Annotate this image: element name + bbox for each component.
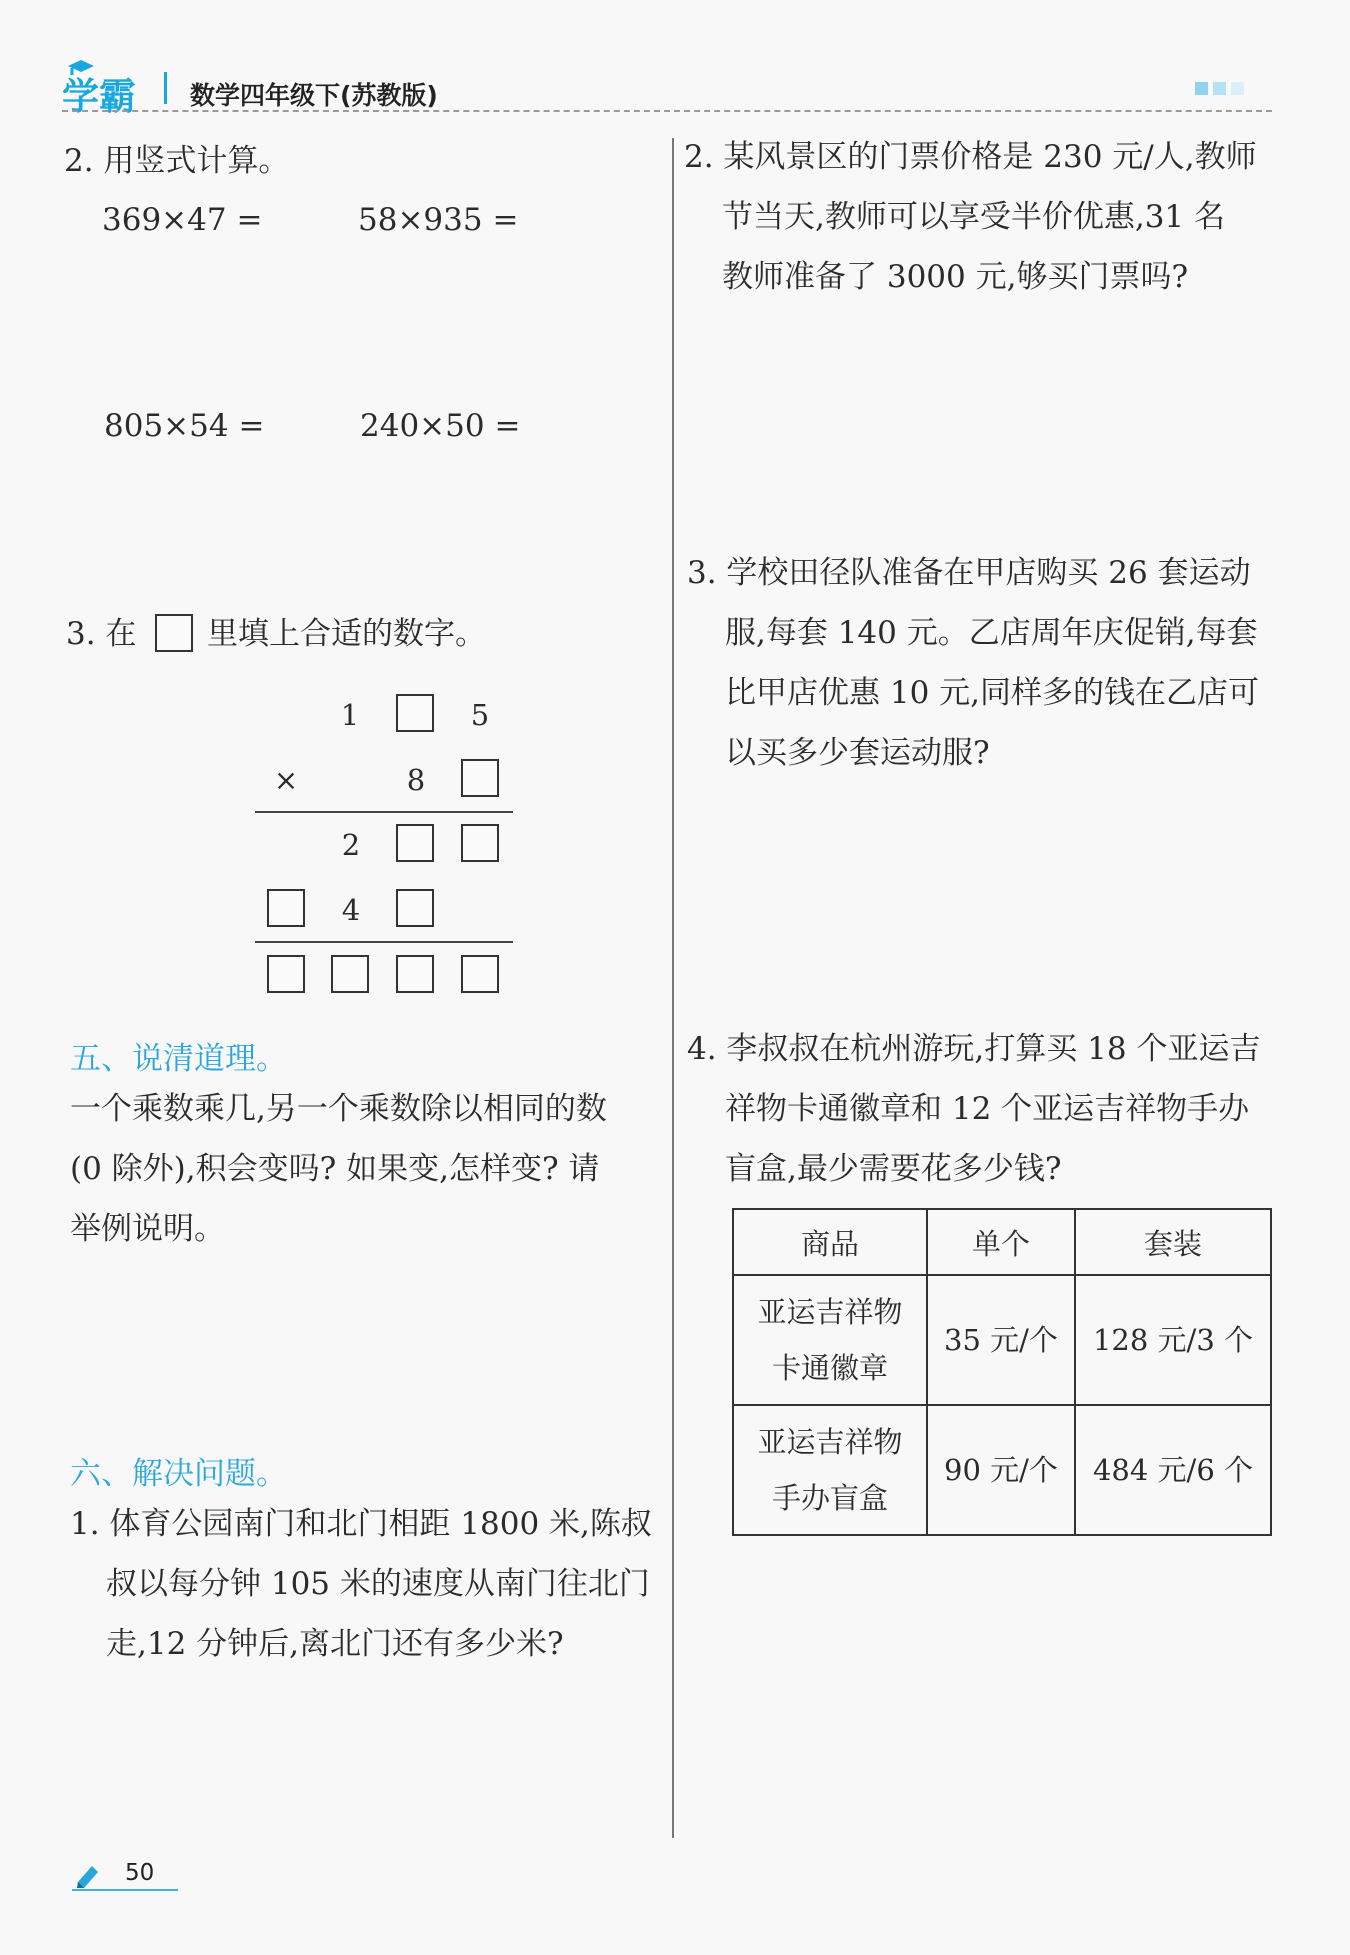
r-q4-line-3: 盲盒,最少需要花多少钱?: [725, 1151, 1062, 1187]
sec5-line-3: 举例说明。: [70, 1211, 225, 1247]
digit: 5: [470, 698, 490, 732]
answer-box-sample: [155, 614, 193, 652]
page-number: 50: [125, 1860, 155, 1886]
r-q4-line-1: 4. 李叔叔在杭州游玩,打算买 18 个亚运吉: [687, 1031, 1261, 1067]
blank-box[interactable]: [267, 889, 305, 927]
price-table: [732, 1208, 1272, 1536]
section-5-title: 五、说清道理。: [70, 1041, 287, 1077]
blank-box[interactable]: [396, 889, 434, 927]
blank-box[interactable]: [461, 955, 499, 993]
s6q1-line-3: 走,12 分钟后,离北门还有多少米?: [106, 1626, 564, 1662]
blank-box[interactable]: [396, 955, 434, 993]
sec5-line-2: (0 除外),积会变吗? 如果变,怎样变? 请: [70, 1151, 600, 1187]
item-name-line: 卡通徽章: [771, 1351, 888, 1385]
table-row: [733, 1405, 1271, 1535]
column-divider: [672, 138, 674, 1838]
pencil-icon: [74, 1862, 102, 1888]
r-q2-line-1: 2. 某风景区的门票价格是 230 元/人,教师: [684, 139, 1257, 175]
sum-line: [255, 941, 513, 943]
table-header: 单个: [927, 1209, 1075, 1275]
expr-3: 805×54 =: [104, 408, 265, 444]
r-q3-line-3: 比甲店优惠 10 元,同样多的钱在乙店可: [725, 675, 1260, 711]
section-6-title: 六、解决问题。: [70, 1456, 287, 1492]
expr-4: 240×50 =: [360, 408, 521, 444]
header-dot: [1231, 82, 1244, 95]
r-q4-line-2: 祥物卡通徽章和 12 个亚运吉祥物手办: [725, 1091, 1250, 1127]
table-cell-single: 35 元/个: [927, 1275, 1075, 1405]
r-q2-line-3: 教师准备了 3000 元,够买门票吗?: [722, 259, 1189, 295]
brand-logo: 学霸: [62, 75, 136, 118]
r-q2-line-2: 节当天,教师可以享受半价优惠,31 名: [722, 199, 1226, 235]
blank-box[interactable]: [396, 694, 434, 732]
digit: 4: [341, 893, 361, 927]
book-title: 数学四年级下(苏教版): [190, 81, 438, 110]
table-header: 商品: [733, 1209, 927, 1275]
digit: 2: [341, 828, 361, 862]
blank-box[interactable]: [461, 759, 499, 797]
times-sign: ×: [273, 763, 299, 797]
product-line: [255, 811, 513, 813]
footer-rule: [72, 1889, 178, 1891]
blank-box[interactable]: [396, 824, 434, 862]
sec5-line-1: 一个乘数乘几,另一个乘数除以相同的数: [70, 1091, 607, 1127]
table-header-row: [733, 1209, 1271, 1275]
blank-box[interactable]: [331, 955, 369, 993]
blank-box[interactable]: [267, 955, 305, 993]
table-cell-single: 90 元/个: [927, 1405, 1075, 1535]
table-cell-set: 128 元/3 个: [1075, 1275, 1271, 1405]
table-cell-set: 484 元/6 个: [1075, 1405, 1271, 1535]
q2-title: 2. 用竖式计算。: [64, 143, 290, 179]
q3-suffix: 里填上合适的数字。: [207, 616, 486, 652]
q3-prefix: 3. 在: [66, 616, 137, 652]
header-rule: [62, 110, 1272, 112]
expr-1: 369×47 =: [102, 202, 263, 238]
item-name-line: 亚运吉祥物: [757, 1295, 903, 1329]
s6q1-line-2: 叔以每分钟 105 米的速度从南门往北门: [106, 1566, 650, 1602]
table-cell-item: [733, 1405, 927, 1535]
item-name-line: 亚运吉祥物: [757, 1425, 903, 1459]
digit: 8: [406, 763, 426, 797]
table-row: [733, 1275, 1271, 1405]
header-dot: [1195, 82, 1208, 95]
table-header: 套装: [1075, 1209, 1271, 1275]
expr-2: 58×935 =: [358, 202, 519, 238]
item-name-line: 手办盲盒: [771, 1481, 888, 1515]
digit: 1: [340, 698, 360, 732]
table-cell-item: [733, 1275, 927, 1405]
header-dot: [1213, 82, 1226, 95]
logo-divider: [164, 72, 167, 104]
s6q1-line-1: 1. 体育公园南门和北门相距 1800 米,陈叔: [70, 1506, 652, 1542]
r-q3-line-2: 服,每套 140 元。乙店周年庆促销,每套: [725, 615, 1258, 651]
blank-box[interactable]: [461, 824, 499, 862]
r-q3-line-1: 3. 学校田径队准备在甲店购买 26 套运动: [687, 555, 1251, 591]
r-q3-line-4: 以买多少套运动服?: [725, 735, 990, 771]
